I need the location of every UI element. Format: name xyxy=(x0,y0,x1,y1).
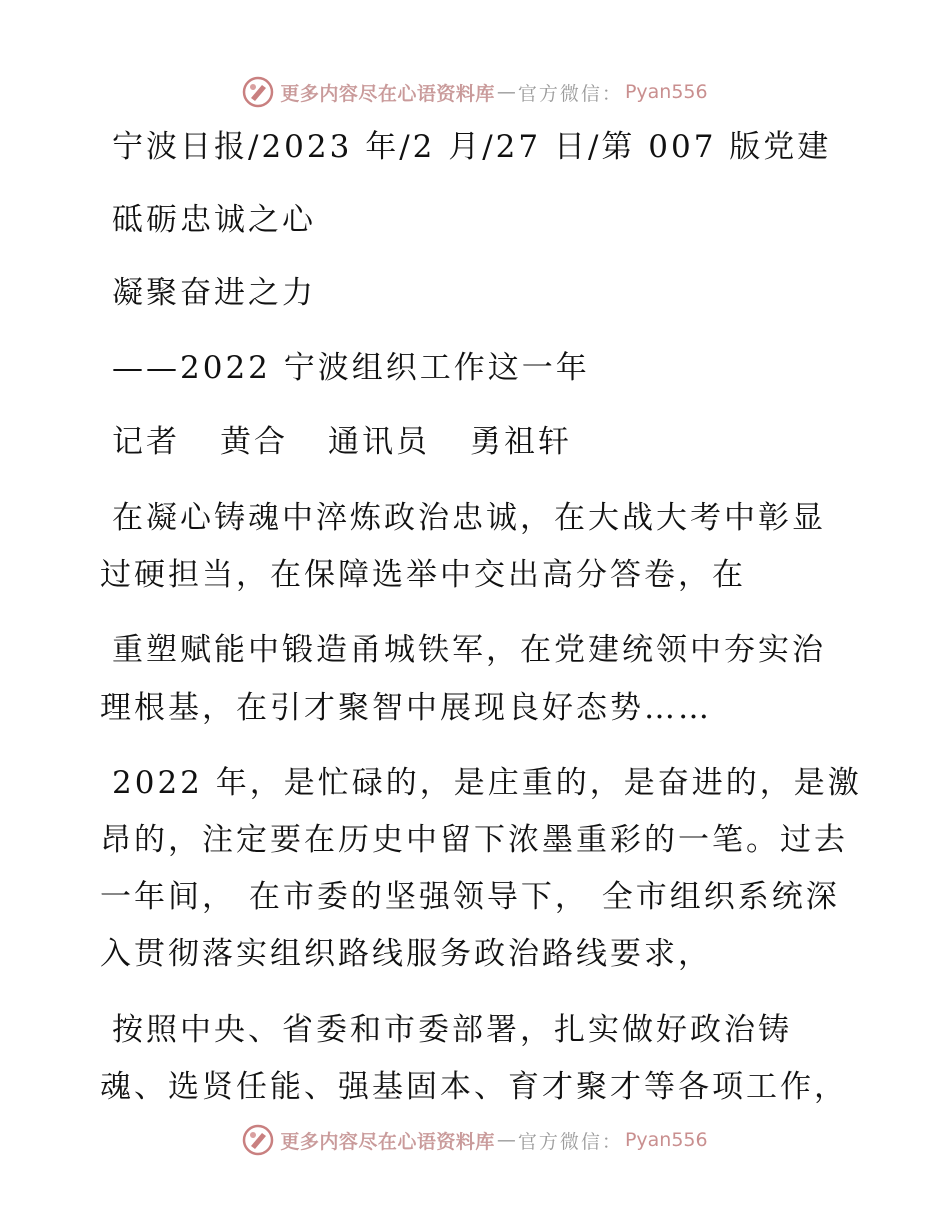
body-line: 重塑赋能中锻造甬城铁军，在党建统领中夯实治 xyxy=(112,632,826,668)
body-line: 在凝心铸魂中淬炼政治忠诚，在大战大考中彰显 xyxy=(112,500,826,536)
article-subtitle: ——2022 宁波组织工作这一年 xyxy=(112,350,590,386)
correspondent-label: 通讯员 xyxy=(328,424,430,460)
watermark-official-label: 官方微信： xyxy=(517,1130,623,1153)
reporter-name: 黄合 xyxy=(220,424,288,460)
body-line: 入贯彻落实组织路线服务政治路线要求， xyxy=(100,936,712,972)
watermark-bottom xyxy=(0,1120,950,1160)
watermark-wechat-id: Pyan556 xyxy=(624,1129,708,1151)
watermark-brand-text: 更多内容尽在心语资料库 xyxy=(280,1130,495,1153)
body-line: 理根基，在引才聚智中展现良好态势…… xyxy=(100,690,712,726)
brand-logo-icon xyxy=(242,1124,274,1156)
watermark-brand-text: 更多内容尽在心语资料库 xyxy=(280,82,495,105)
article-title-line-1: 砥砺忠诚之心 xyxy=(112,202,316,238)
article-title-line-2: 凝聚奋进之力 xyxy=(112,275,316,311)
body-line: 魂、选贤任能、强基固本、育才聚才等各项工作， xyxy=(100,1069,848,1105)
watermark-wechat-id: Pyan556 xyxy=(624,81,708,103)
correspondent-name: 勇祖轩 xyxy=(470,424,572,460)
watermark-official-label: 官方微信： xyxy=(517,82,623,105)
body-line: 2022 年，是忙碌的，是庄重的，是奋进的，是激 xyxy=(112,765,862,801)
byline xyxy=(112,422,572,462)
body-line: 一年间， 在市委的坚强领导下， 全市组织系统深 xyxy=(100,879,840,915)
source-line: 宁波日报/2023 年/2 月/27 日/第 007 版党建 xyxy=(112,129,832,165)
watermark-top xyxy=(0,72,950,112)
body-line: 按照中央、省委和市委部署，扎实做好政治铸 xyxy=(112,1012,792,1048)
body-line: 过硬担当，在保障选举中交出高分答卷，在 xyxy=(100,557,746,593)
reporter-label: 记者 xyxy=(112,424,180,460)
body-line: 昂的，注定要在历史中留下浓墨重彩的一笔。过去 xyxy=(100,822,848,858)
watermark-separator: — xyxy=(496,1129,516,1151)
brand-logo-icon xyxy=(242,76,274,108)
watermark-separator: — xyxy=(496,81,516,103)
